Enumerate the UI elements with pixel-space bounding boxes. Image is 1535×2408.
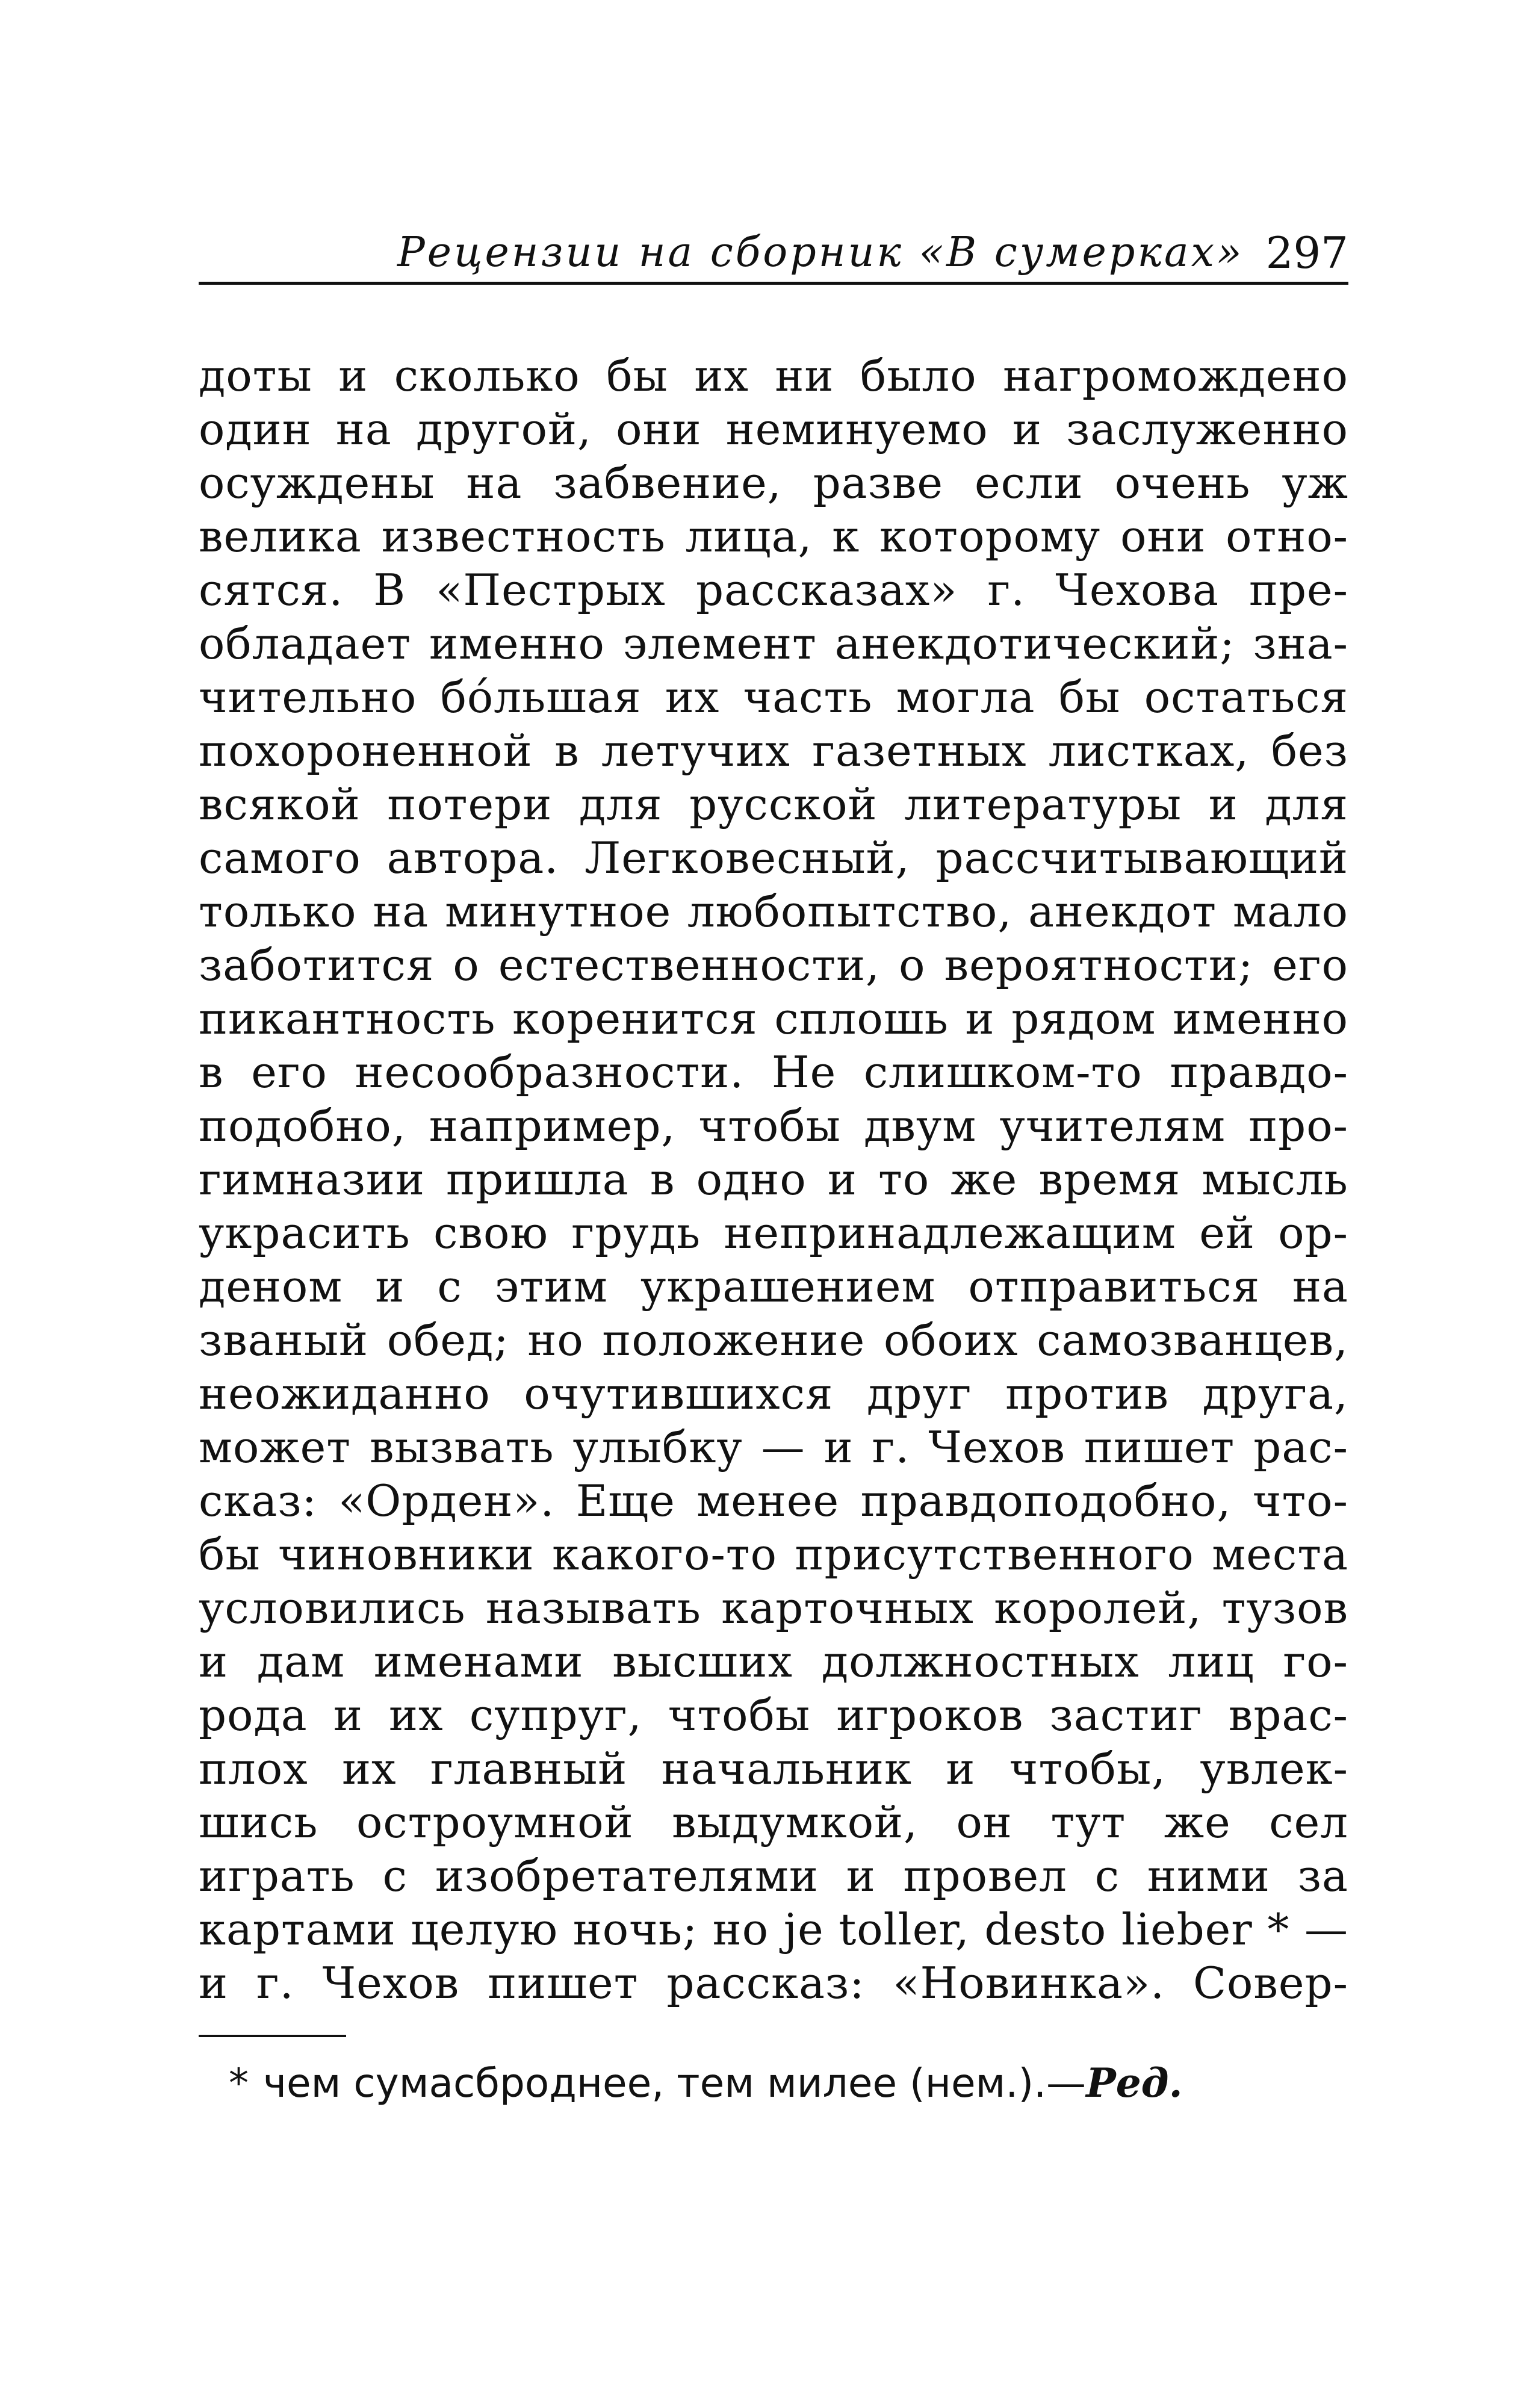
text-line: осуждены на забвение, разве если очень уж <box>199 458 1348 508</box>
footnote <box>229 2056 1183 2111</box>
text-line: сятся. В «Пестрых рассказах» г. Чехова пре- <box>199 565 1348 615</box>
text-line: доты и сколько бы их ни было нагромождено <box>199 350 1348 401</box>
text-line: обладает именно элемент анекдотический; зна- <box>199 618 1348 669</box>
text-line: подобно, например, чтобы двум учителям про- <box>199 1100 1348 1151</box>
text-line: может вызвать улыбку — и г. Чехов пишет рас- <box>199 1422 1348 1472</box>
text-line: рода и их супруг, чтобы игроков застиг врас- <box>199 1690 1348 1740</box>
footnote-marker: * <box>229 2060 249 2106</box>
running-title: Рецензии на сборник «В сумерках» <box>397 229 1244 276</box>
text-line: званый обед; но положение обоих самозванцев, <box>199 1315 1348 1365</box>
text-line: пикантность коренится сплошь и рядом именно <box>199 993 1348 1044</box>
text-line: играть с изобретателями и провел с ними за <box>199 1851 1348 1901</box>
text-line: шись остроумной выдумкой, он тут же сел <box>199 1797 1348 1848</box>
header-rule <box>199 282 1348 285</box>
text-line: бы чиновники какого-то присутственного места <box>199 1529 1348 1580</box>
text-line: плох их главный начальник и чтобы, увлек- <box>199 1743 1348 1794</box>
text-line: украсить свою грудь непринадлежащим ей ор- <box>199 1208 1348 1258</box>
text-line: в его несообразности. Не слишком-то правдо- <box>199 1047 1348 1097</box>
text-line: велика известность лица, к которому они отно- <box>199 511 1348 562</box>
text-line: картами целую ночь; но je toller, desto lieber * — <box>199 1904 1348 1955</box>
page-number: 297 <box>1265 228 1348 278</box>
text-line: всякой потери для русской литературы и для <box>199 779 1348 830</box>
running-head <box>199 223 1348 289</box>
text-line: заботится о естественности, о вероятности; его <box>199 940 1348 990</box>
text-line: чительно бо́льшая их часть могла бы остаться <box>199 672 1348 722</box>
footnote-editor-mark: Ред. <box>1086 2059 1183 2106</box>
text-line: и г. Чехов пишет рассказ: «Новинка». Совер- <box>199 1958 1348 2008</box>
text-line: один на другой, они неминуемо и заслуженно <box>199 404 1348 455</box>
text-line: сказ: «Орден». Еще менее правдоподобно, что- <box>199 1476 1348 1526</box>
text-line: только на минутное любопытство, анекдот мало <box>199 886 1348 937</box>
text-line: похороненной в летучих газетных листках, без <box>199 725 1348 776</box>
footnote-text: чем сумасброднее, тем милее (нем.).— <box>263 2060 1087 2106</box>
text-line: самого автора. Легковесный, рассчитывающий <box>199 833 1348 883</box>
text-line: деном и с этим украшением отправиться на <box>199 1261 1348 1312</box>
text-line: условились называть карточных королей, тузов <box>199 1583 1348 1633</box>
body-text <box>199 349 1348 2010</box>
text-line: неожиданно очутившихся друг против друга, <box>199 1368 1348 1419</box>
footnote-rule <box>199 2035 346 2037</box>
text-line: гимназии пришла в одно и то же время мысль <box>199 1154 1348 1205</box>
text-line: и дам именами высших должностных лиц го- <box>199 1636 1348 1687</box>
